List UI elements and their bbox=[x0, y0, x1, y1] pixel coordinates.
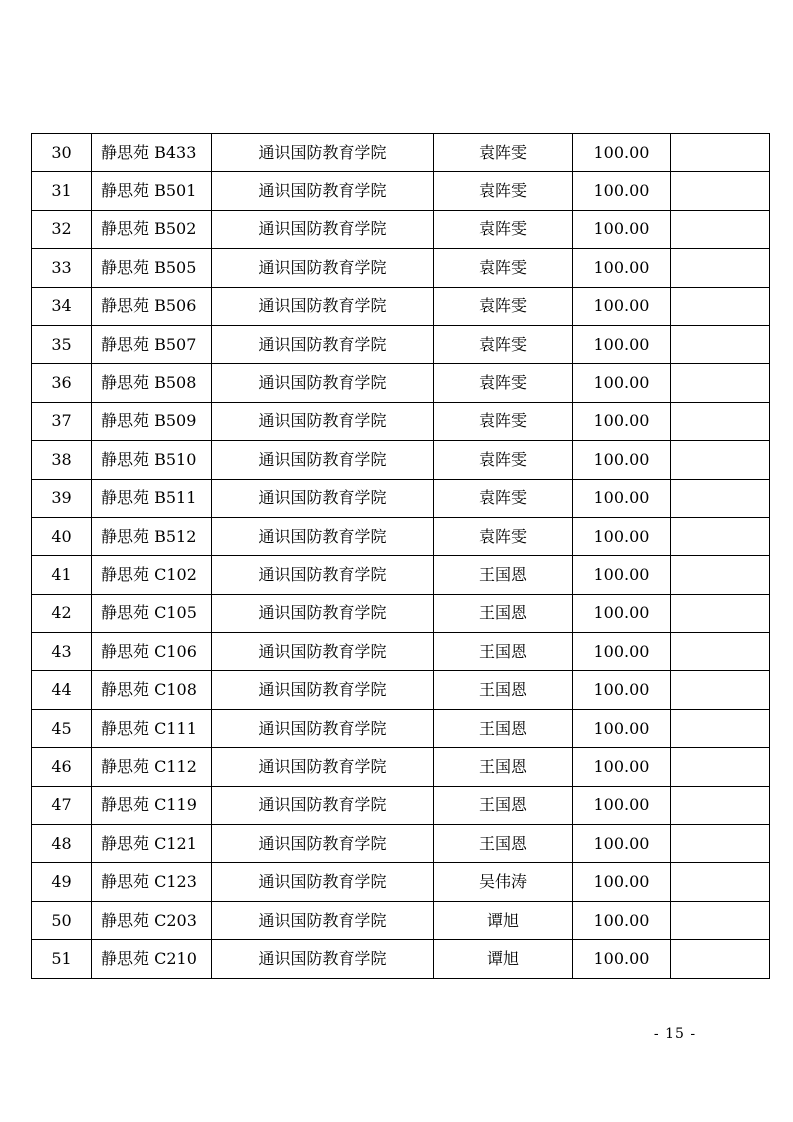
person-cell: 袁阵雯 bbox=[434, 441, 573, 479]
amount-cell: 100.00 bbox=[573, 556, 671, 594]
amount-cell: 100.00 bbox=[573, 364, 671, 402]
amount-cell: 100.00 bbox=[573, 709, 671, 747]
person-cell: 袁阵雯 bbox=[434, 287, 573, 325]
person-cell: 袁阵雯 bbox=[434, 364, 573, 402]
college-cell: 通识国防教育学院 bbox=[212, 709, 434, 747]
college-cell: 通识国防教育学院 bbox=[212, 441, 434, 479]
data-table bbox=[31, 133, 770, 979]
dorm-room-cell: 静思苑 C105 bbox=[92, 594, 212, 632]
table-row bbox=[32, 786, 770, 824]
row-number-cell: 35 bbox=[32, 325, 92, 363]
amount-cell: 100.00 bbox=[573, 594, 671, 632]
dorm-room-cell: 静思苑 B501 bbox=[92, 172, 212, 210]
row-number-cell: 36 bbox=[32, 364, 92, 402]
person-cell: 袁阵雯 bbox=[434, 249, 573, 287]
person-cell: 王国恩 bbox=[434, 709, 573, 747]
amount-cell: 100.00 bbox=[573, 517, 671, 555]
person-cell: 王国恩 bbox=[434, 825, 573, 863]
row-number-cell: 37 bbox=[32, 402, 92, 440]
remark-cell bbox=[671, 172, 770, 210]
college-cell: 通识国防教育学院 bbox=[212, 940, 434, 978]
table-row bbox=[32, 863, 770, 901]
college-cell: 通识国防教育学院 bbox=[212, 633, 434, 671]
row-number-cell: 44 bbox=[32, 671, 92, 709]
remark-cell bbox=[671, 364, 770, 402]
college-cell: 通识国防教育学院 bbox=[212, 364, 434, 402]
dorm-room-cell: 静思苑 C102 bbox=[92, 556, 212, 594]
row-number-cell: 40 bbox=[32, 517, 92, 555]
person-cell: 王国恩 bbox=[434, 633, 573, 671]
dorm-room-cell: 静思苑 C112 bbox=[92, 748, 212, 786]
dorm-room-cell: 静思苑 B433 bbox=[92, 134, 212, 172]
row-number-cell: 47 bbox=[32, 786, 92, 824]
college-cell: 通识国防教育学院 bbox=[212, 517, 434, 555]
row-number-cell: 46 bbox=[32, 748, 92, 786]
remark-cell bbox=[671, 786, 770, 824]
amount-cell: 100.00 bbox=[573, 287, 671, 325]
row-number-cell: 39 bbox=[32, 479, 92, 517]
table-row bbox=[32, 709, 770, 747]
dorm-room-cell: 静思苑 B512 bbox=[92, 517, 212, 555]
person-cell: 袁阵雯 bbox=[434, 134, 573, 172]
dorm-room-cell: 静思苑 C123 bbox=[92, 863, 212, 901]
row-number-cell: 38 bbox=[32, 441, 92, 479]
table-row bbox=[32, 210, 770, 248]
row-number-cell: 30 bbox=[32, 134, 92, 172]
person-cell: 谭旭 bbox=[434, 940, 573, 978]
person-cell: 袁阵雯 bbox=[434, 325, 573, 363]
dorm-room-cell: 静思苑 C210 bbox=[92, 940, 212, 978]
remark-cell bbox=[671, 825, 770, 863]
remark-cell bbox=[671, 402, 770, 440]
amount-cell: 100.00 bbox=[573, 479, 671, 517]
college-cell: 通识国防教育学院 bbox=[212, 748, 434, 786]
amount-cell: 100.00 bbox=[573, 402, 671, 440]
college-cell: 通识国防教育学院 bbox=[212, 402, 434, 440]
table-row bbox=[32, 517, 770, 555]
row-number-cell: 41 bbox=[32, 556, 92, 594]
table-row bbox=[32, 287, 770, 325]
table-row bbox=[32, 825, 770, 863]
table-row bbox=[32, 594, 770, 632]
remark-cell bbox=[671, 709, 770, 747]
college-cell: 通识国防教育学院 bbox=[212, 210, 434, 248]
remark-cell bbox=[671, 249, 770, 287]
remark-cell bbox=[671, 901, 770, 939]
dorm-room-cell: 静思苑 B502 bbox=[92, 210, 212, 248]
amount-cell: 100.00 bbox=[573, 786, 671, 824]
college-cell: 通识国防教育学院 bbox=[212, 325, 434, 363]
table-row bbox=[32, 671, 770, 709]
college-cell: 通识国防教育学院 bbox=[212, 594, 434, 632]
amount-cell: 100.00 bbox=[573, 210, 671, 248]
dorm-room-cell: 静思苑 B506 bbox=[92, 287, 212, 325]
person-cell: 谭旭 bbox=[434, 901, 573, 939]
remark-cell bbox=[671, 441, 770, 479]
row-number-cell: 50 bbox=[32, 901, 92, 939]
college-cell: 通识国防教育学院 bbox=[212, 825, 434, 863]
amount-cell: 100.00 bbox=[573, 134, 671, 172]
remark-cell bbox=[671, 210, 770, 248]
person-cell: 王国恩 bbox=[434, 671, 573, 709]
amount-cell: 100.00 bbox=[573, 863, 671, 901]
amount-cell: 100.00 bbox=[573, 901, 671, 939]
amount-cell: 100.00 bbox=[573, 172, 671, 210]
dorm-room-cell: 静思苑 C111 bbox=[92, 709, 212, 747]
amount-cell: 100.00 bbox=[573, 633, 671, 671]
table-row bbox=[32, 748, 770, 786]
dorm-room-cell: 静思苑 B510 bbox=[92, 441, 212, 479]
amount-cell: 100.00 bbox=[573, 325, 671, 363]
amount-cell: 100.00 bbox=[573, 825, 671, 863]
row-number-cell: 31 bbox=[32, 172, 92, 210]
dorm-room-cell: 静思苑 B509 bbox=[92, 402, 212, 440]
person-cell: 王国恩 bbox=[434, 556, 573, 594]
amount-cell: 100.00 bbox=[573, 441, 671, 479]
college-cell: 通识国防教育学院 bbox=[212, 863, 434, 901]
table-row bbox=[32, 441, 770, 479]
remark-cell bbox=[671, 479, 770, 517]
row-number-cell: 42 bbox=[32, 594, 92, 632]
amount-cell: 100.00 bbox=[573, 249, 671, 287]
remark-cell bbox=[671, 748, 770, 786]
person-cell: 袁阵雯 bbox=[434, 210, 573, 248]
row-number-cell: 33 bbox=[32, 249, 92, 287]
amount-cell: 100.00 bbox=[573, 940, 671, 978]
remark-cell bbox=[671, 940, 770, 978]
college-cell: 通识国防教育学院 bbox=[212, 172, 434, 210]
dorm-room-cell: 静思苑 B511 bbox=[92, 479, 212, 517]
person-cell: 袁阵雯 bbox=[434, 172, 573, 210]
table-row bbox=[32, 402, 770, 440]
remark-cell bbox=[671, 287, 770, 325]
person-cell: 王国恩 bbox=[434, 786, 573, 824]
person-cell: 王国恩 bbox=[434, 748, 573, 786]
row-number-cell: 49 bbox=[32, 863, 92, 901]
dorm-room-cell: 静思苑 C203 bbox=[92, 901, 212, 939]
row-number-cell: 32 bbox=[32, 210, 92, 248]
person-cell: 袁阵雯 bbox=[434, 402, 573, 440]
row-number-cell: 45 bbox=[32, 709, 92, 747]
row-number-cell: 48 bbox=[32, 825, 92, 863]
table-row bbox=[32, 556, 770, 594]
person-cell: 王国恩 bbox=[434, 594, 573, 632]
remark-cell bbox=[671, 671, 770, 709]
remark-cell bbox=[671, 633, 770, 671]
row-number-cell: 34 bbox=[32, 287, 92, 325]
remark-cell bbox=[671, 594, 770, 632]
table-row bbox=[32, 134, 770, 172]
table-row bbox=[32, 364, 770, 402]
table-row bbox=[32, 633, 770, 671]
person-cell: 袁阵雯 bbox=[434, 479, 573, 517]
person-cell: 吴伟涛 bbox=[434, 863, 573, 901]
remark-cell bbox=[671, 517, 770, 555]
table-row bbox=[32, 901, 770, 939]
college-cell: 通识国防教育学院 bbox=[212, 671, 434, 709]
table-body bbox=[32, 134, 770, 979]
table-row bbox=[32, 940, 770, 978]
dorm-room-cell: 静思苑 C108 bbox=[92, 671, 212, 709]
college-cell: 通识国防教育学院 bbox=[212, 134, 434, 172]
table-row bbox=[32, 325, 770, 363]
row-number-cell: 43 bbox=[32, 633, 92, 671]
dorm-room-cell: 静思苑 B505 bbox=[92, 249, 212, 287]
remark-cell bbox=[671, 325, 770, 363]
table-row bbox=[32, 172, 770, 210]
college-cell: 通识国防教育学院 bbox=[212, 287, 434, 325]
dorm-room-cell: 静思苑 B507 bbox=[92, 325, 212, 363]
table-row bbox=[32, 479, 770, 517]
page-number: - 15 - bbox=[653, 1026, 697, 1042]
dorm-room-cell: 静思苑 C121 bbox=[92, 825, 212, 863]
college-cell: 通识国防教育学院 bbox=[212, 901, 434, 939]
college-cell: 通识国防教育学院 bbox=[212, 479, 434, 517]
dorm-room-cell: 静思苑 C119 bbox=[92, 786, 212, 824]
amount-cell: 100.00 bbox=[573, 748, 671, 786]
remark-cell bbox=[671, 863, 770, 901]
remark-cell bbox=[671, 556, 770, 594]
row-number-cell: 51 bbox=[32, 940, 92, 978]
college-cell: 通识国防教育学院 bbox=[212, 556, 434, 594]
dorm-room-cell: 静思苑 C106 bbox=[92, 633, 212, 671]
dorm-room-cell: 静思苑 B508 bbox=[92, 364, 212, 402]
person-cell: 袁阵雯 bbox=[434, 517, 573, 555]
table-row bbox=[32, 249, 770, 287]
college-cell: 通识国防教育学院 bbox=[212, 249, 434, 287]
amount-cell: 100.00 bbox=[573, 671, 671, 709]
remark-cell bbox=[671, 134, 770, 172]
college-cell: 通识国防教育学院 bbox=[212, 786, 434, 824]
